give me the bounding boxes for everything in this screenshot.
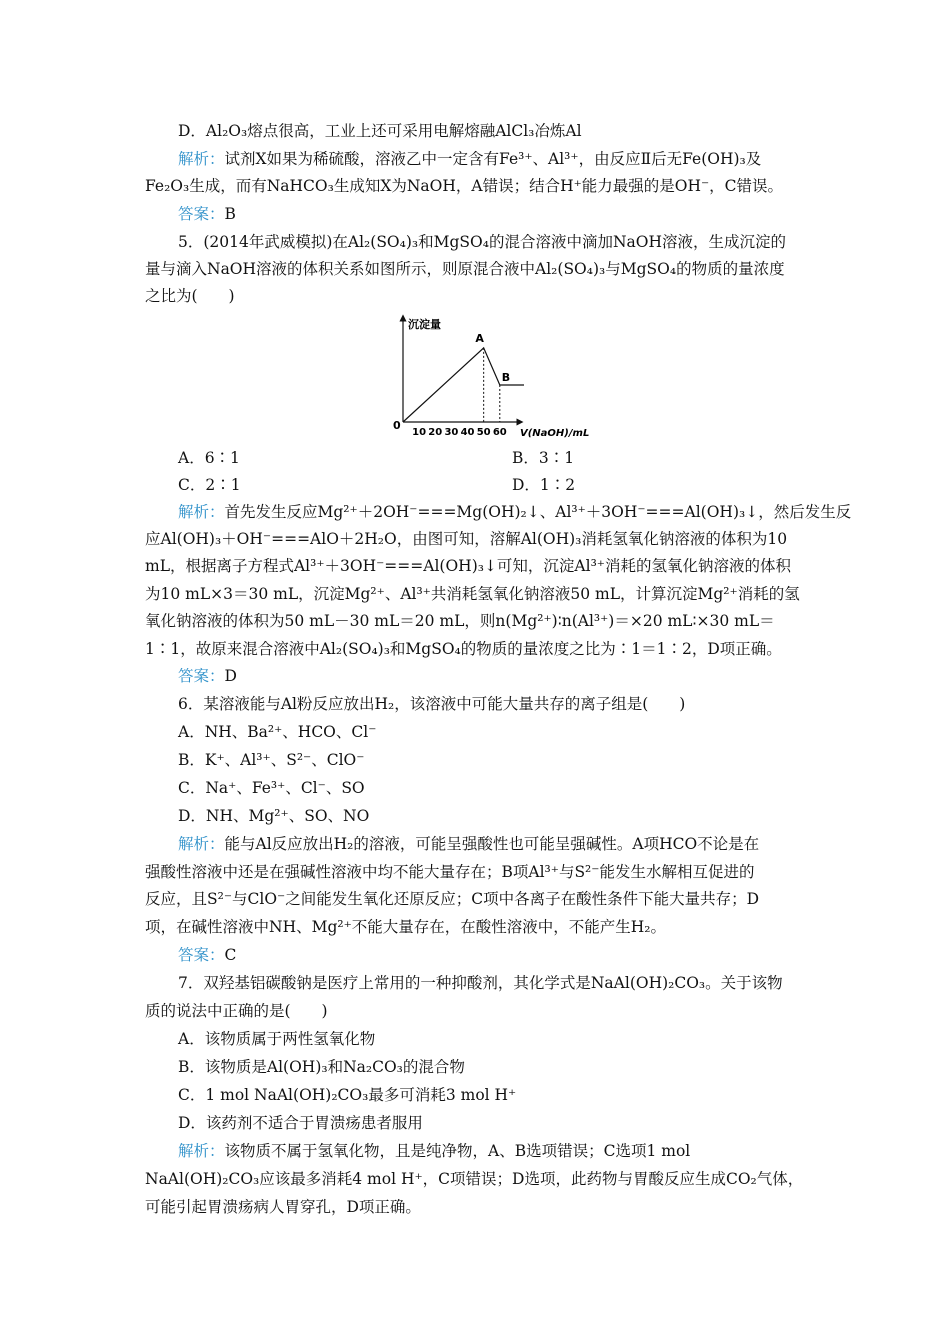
prev-analysis-line-1: 解析：试剂X如果为稀硫酸，溶液乙中一定含有Fe³⁺、Al³⁺，由反应Ⅱ后无Fe(OH)₃及 (178, 150, 762, 168)
point-A-label: A (475, 331, 484, 345)
series-group (403, 332, 524, 422)
analysis-label: 解析： (178, 1142, 225, 1160)
q5-analysis-line-1: 解析：首先发生反应Mg²⁺＋2OH⁻===Mg(OH)₂↓、Al³⁺＋3OH⁻===Al(OH)₃↓，然后发生反 (178, 503, 852, 521)
q5-option-d: D．1∶2 (512, 476, 576, 494)
point-B-label: B (501, 370, 511, 384)
q5-analysis-line-2: 应Al(OH)₃＋OH⁻===AlO＋2H₂O，由图可知，溶解Al(OH)₃消耗氢氧化钠溶液的体积为10 (145, 530, 788, 548)
q6-option-b: B．K⁺、Al³⁺、S²⁻、ClO⁻ (178, 751, 365, 769)
answer-label: 答案： (178, 205, 225, 223)
q5-analysis-line-6: 1∶1，故原来混合溶液中Al₂(SO₄)₃和MgSO₄的物质的量浓度之比为∶1＝1∶2，D项正确。 (145, 640, 782, 658)
q7-analysis-line-1: 解析：该物质不属于氢氧化物，且是纯净物，A、B选项错误；C选项1 mol (178, 1142, 691, 1160)
q5-analysis-line-4: 为10 mL×3＝30 mL，沉淀Mg²⁺、Al³⁺共消耗氢氧化钠溶液50 mL，计算沉淀Mg²⁺消耗的氢 (145, 585, 800, 603)
q5-stem-line-3: 之比为( ) (145, 287, 235, 305)
q5-stem-line-2: 量与滴入NaOH溶液的体积关系如图所示，则原混合液中Al₂(SO₄)₃与MgSO₄的物质的量浓度 (145, 260, 785, 278)
y-axis-label: 沉淀量 (408, 318, 441, 331)
x-axis-label: V(NaOH)/mL (520, 428, 590, 439)
analysis-label: 解析： (178, 503, 225, 521)
answer-label: 答案： (178, 946, 225, 964)
q5-answer: 答案：D (178, 667, 237, 685)
q7-option-d: D．该药剂不适合于胃溃疡患者服用 (178, 1114, 423, 1132)
q7-analysis-line-3: 可能引起胃溃疡病人胃穿孔，D项正确。 (145, 1198, 421, 1216)
precipitate-chart (388, 312, 598, 442)
x-tick-label-30: 30 (444, 427, 459, 438)
q5-option-c: C．2∶1 (178, 476, 241, 494)
prev-option-d: D．Al₂O₃熔点很高，工业上还可采用电解熔融AlCl₃冶炼Al (178, 122, 582, 140)
answer-label: 答案： (178, 667, 225, 685)
q5-option-a: A．6∶1 (178, 449, 240, 467)
q5-analysis-line-3: mL，根据离子方程式Al³⁺＋3OH⁻===Al(OH)₃↓可知，沉淀Al³⁺消耗的氢氧化钠溶液的体积 (145, 557, 791, 575)
q6-stem: 6．某溶液能与Al粉反应放出H₂，该溶液中可能大量共存的离子组是( ) (178, 695, 686, 713)
q6-option-d: D．NH、Mg²⁺、SO、NO (178, 807, 370, 825)
q6-analysis-line-2: 强酸性溶液中还是在强碱性溶液中均不能大量存在；B项Al³⁺与S²⁻能发生水解相互促进的 (145, 863, 755, 881)
x-tick-label-60: 60 (492, 427, 507, 438)
x-tick-label-40: 40 (460, 427, 475, 438)
analysis-label: 解析： (178, 835, 225, 853)
q6-option-c: C．Na⁺、Fe³⁺、Cl⁻、SO (178, 779, 365, 797)
q5-stem-line-1: 5．(2014年武威模拟)在Al₂(SO₄)₃和MgSO₄的混合溶液中滴加NaOH溶液，生成沉淀的 (178, 233, 786, 251)
q5-option-b: B．3∶1 (512, 449, 575, 467)
q6-option-a: A．NH、Ba²⁺、HCO、Cl⁻ (178, 723, 377, 741)
prev-analysis-line-2: Fe₂O₃生成，而有NaHCO₃生成知X为NaOH，A错误；结合H⁺能力最强的是OH⁻，C错误。 (145, 177, 784, 195)
q7-option-c: C．1 mol NaAl(OH)₂CO₃最多可消耗3 mol H⁺ (178, 1086, 517, 1104)
x-tick-group (412, 427, 507, 438)
q7-option-b: B．该物质是Al(OH)₃和Na₂CO₃的混合物 (178, 1058, 465, 1076)
q6-analysis-line-3: 反应，且S²⁻与ClO⁻之间能发生氧化还原反应；C项中各离子在酸性条件下能大量共存；D (145, 890, 760, 908)
x-tick-label-50: 50 (476, 427, 491, 438)
q7-option-a: A．该物质属于两性氢氧化物 (178, 1030, 376, 1048)
q7-stem-line-2: 质的说法中正确的是( ) (145, 1002, 328, 1020)
precipitate-series-line (403, 348, 524, 422)
q6-answer: 答案：C (178, 946, 237, 964)
q7-analysis-line-2: NaAl(OH)₂CO₃应该最多消耗4 mol H⁺，C项错误；D选项，此药物与胃酸反应生成CO₂气体， (145, 1170, 804, 1188)
x-tick-label-20: 20 (428, 427, 443, 438)
q6-analysis-line-4: 项，在碱性溶液中NH、Mg²⁺不能大量存在，在酸性溶液中，不能产生H₂。 (145, 918, 667, 936)
prev-answer: 答案：B (178, 205, 236, 223)
q5-analysis-line-5: 氧化钠溶液的体积为50 mL－30 mL＝20 mL，则n(Mg²⁺)∶n(Al³⁺)＝×20 mL∶×30 mL＝ (145, 612, 775, 630)
q7-stem-line-1: 7．双羟基铝碳酸钠是医疗上常用的一种抑酸剂，其化学式是NaAl(OH)₂CO₃。关于该物 (178, 974, 783, 992)
q6-analysis-line-1: 解析：能与Al反应放出H₂的溶液，可能呈强酸性也可能呈强碱性。A项HCO不论是在 (178, 835, 760, 853)
analysis-label: 解析： (178, 150, 225, 168)
origin-label: 0 (393, 419, 401, 432)
x-tick-label-10: 10 (412, 427, 427, 438)
